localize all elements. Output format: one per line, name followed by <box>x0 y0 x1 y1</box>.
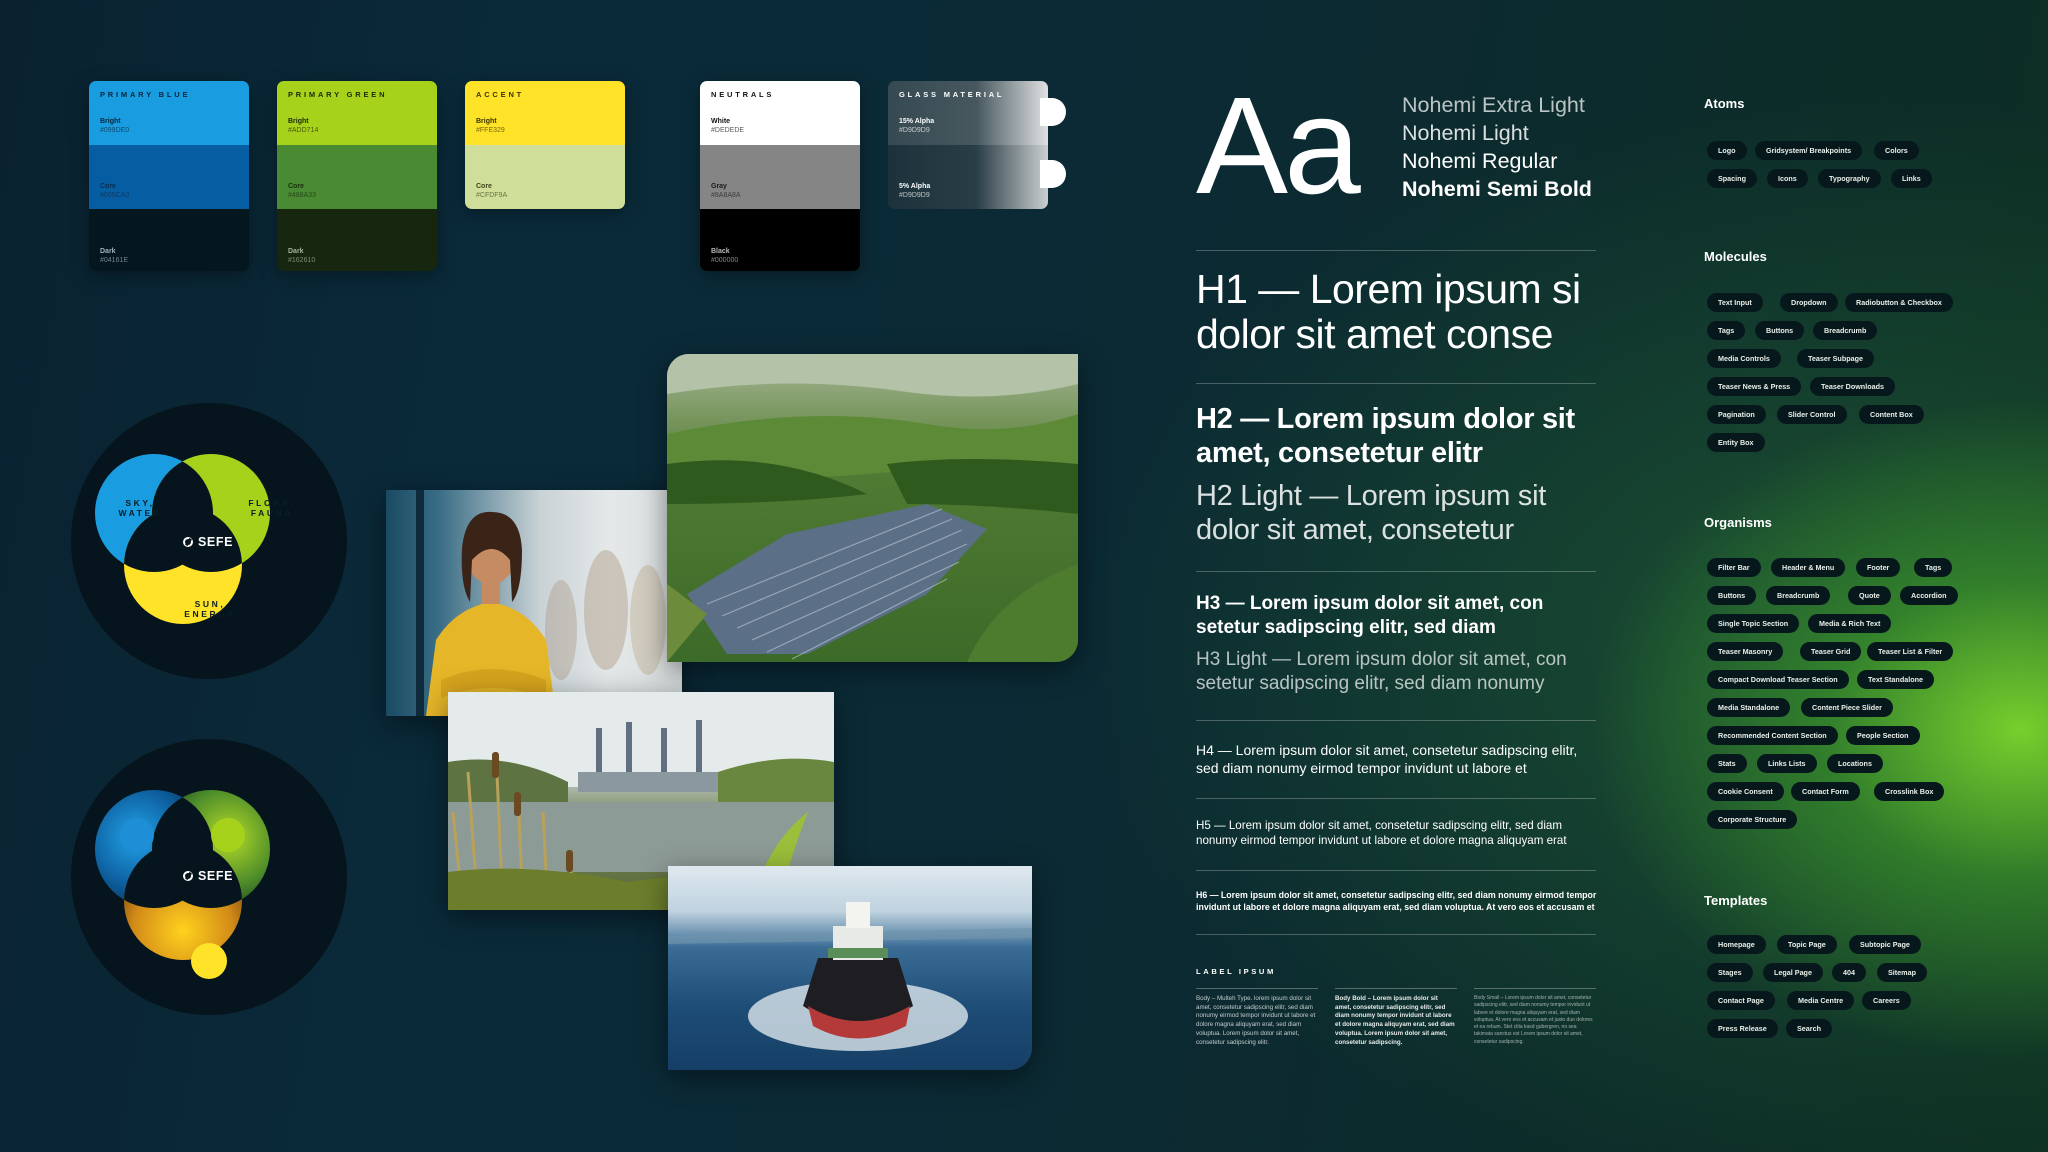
venn-diagram-gradient <box>71 739 347 1015</box>
swatch-hex: #162610 <box>288 257 316 264</box>
swatch-title: PRIMARY BLUE <box>100 90 191 99</box>
tag-organism[interactable]: Teaser List & Filter <box>1867 642 1953 661</box>
tag-atom[interactable]: Links <box>1891 169 1932 188</box>
body-bold-sample: Body Bold – Lorem ipsum dolor sit amet, consetetur sadipscing elitr, sed diam nonumy tempor invidunt ut labore et dolore magna aliquyam erat, sed diam voluptua. Lorem ipsum dolor sit amet, consetetur sadipscing. <box>1335 995 1455 1046</box>
tag-atom[interactable]: Colors <box>1874 141 1919 160</box>
tag-template[interactable]: 404 <box>1832 963 1866 982</box>
glass-edge-highlight <box>1040 98 1066 126</box>
tag-organism[interactable]: Buttons <box>1707 586 1756 605</box>
weight-extra-light: Nohemi Extra Light <box>1402 93 1585 117</box>
swatch-name: Gray <box>711 183 727 190</box>
tag-molecule[interactable]: Teaser News & Press <box>1707 377 1801 396</box>
swatch-name: Core <box>288 183 304 190</box>
tag-organism[interactable]: Filter Bar <box>1707 558 1761 577</box>
heading-h5-sample: H5 — Lorem ipsum dolor sit amet, consetetur sadipscing elitr, sed diam nonumy eirmod tempor invidunt ut labore et dolore magna aliquyam erat <box>1196 819 1567 847</box>
tag-template[interactable]: Media Centre <box>1787 991 1854 1010</box>
heading-h4-sample: H4 — Lorem ipsum dolor sit amet, consetetur sadipscing elitr, sed diam nonumy eirmod tempor invidunt ut labore et <box>1196 742 1578 776</box>
swatch-title: ACCENT <box>476 90 525 99</box>
venn-label-sky-water: SKY, WATER <box>118 498 162 518</box>
tag-molecule[interactable]: Teaser Subpage <box>1797 349 1874 368</box>
photo-solar-field <box>667 354 1078 662</box>
heading-h6-sample: H6 — Lorem ipsum dolor sit amet, consetetur sadipscing elitr, sed diam nonumy eirmod tempor invidunt ut labore et dolore magna aliquyam erat, sed diam voluptua. At vero eos et accusam et <box>1196 890 1597 912</box>
swatch-name: Bright <box>100 118 121 125</box>
heading-h1-sample: H1 — Lorem ipsum si dolor sit amet conse <box>1196 266 1581 357</box>
tag-molecule[interactable]: Breadcrumb <box>1813 321 1877 340</box>
solar-illustration <box>667 354 1078 662</box>
tag-molecule[interactable]: Tags <box>1707 321 1745 340</box>
tag-organism[interactable]: Links Lists <box>1757 754 1817 773</box>
tag-organism[interactable]: Quote <box>1848 586 1891 605</box>
swatch-hex: #488A33 <box>288 192 317 199</box>
tag-organism[interactable]: Media Standalone <box>1707 698 1790 717</box>
sefe-logo-icon <box>183 537 193 547</box>
tag-organism[interactable]: Single Topic Section <box>1707 614 1799 633</box>
swatch-glass-material <box>888 81 1048 209</box>
tag-template[interactable]: Search <box>1786 1019 1832 1038</box>
tag-organism[interactable]: Content Piece Slider <box>1801 698 1893 717</box>
tag-template[interactable]: Careers <box>1862 991 1911 1010</box>
body-divider <box>1196 988 1318 989</box>
divider <box>1196 870 1596 871</box>
heading-h3-sample: H3 — Lorem ipsum dolor sit amet, con setetur sadipscing elitr, sed diam <box>1196 593 1544 638</box>
swatch-title: GLASS MATERIAL <box>899 90 1005 99</box>
tag-organism[interactable]: Accordion <box>1900 586 1958 605</box>
swatch-hex: #ADD714 <box>288 127 319 134</box>
tag-molecule[interactable]: Content Box <box>1859 405 1924 424</box>
organisms-heading: Organisms <box>1704 515 1772 530</box>
tag-organism[interactable]: Stats <box>1707 754 1747 773</box>
tag-template[interactable]: Contact Page <box>1707 991 1775 1010</box>
swatch-hex: #04161E <box>100 257 129 264</box>
tag-molecule[interactable]: Media Controls <box>1707 349 1781 368</box>
tag-organism[interactable]: Contact Form <box>1791 782 1860 801</box>
swatch-hex: #DEDEDE <box>711 127 745 134</box>
swatch-name: Dark <box>100 248 116 255</box>
swatch-name: Bright <box>288 118 309 125</box>
tag-template[interactable]: Sitemap <box>1877 963 1927 982</box>
tag-molecule[interactable]: Text Input <box>1707 293 1763 312</box>
tag-organism[interactable]: Locations <box>1827 754 1883 773</box>
tag-template[interactable]: Stages <box>1707 963 1753 982</box>
tag-template[interactable]: Press Release <box>1707 1019 1778 1038</box>
tag-molecule[interactable]: Radiobutton & Checkbox <box>1845 293 1953 312</box>
swatch-neutrals <box>700 81 860 271</box>
swatch-name: 15% Alpha <box>899 118 935 125</box>
swatch-name: Dark <box>288 248 304 255</box>
swatch-name: Core <box>476 183 492 190</box>
swatch-name: White <box>711 118 731 125</box>
swatch-hex: #099DE0 <box>100 127 130 134</box>
swatch-hex: #005CA0 <box>100 192 130 199</box>
divider <box>1196 934 1596 935</box>
swatch-name: Black <box>711 248 730 255</box>
tag-organism[interactable]: Compact Download Teaser Section <box>1707 670 1849 689</box>
heading-h3-light-sample: H3 Light — Lorem ipsum dolor sit amet, con setetur sadipscing elitr, sed diam nonumy <box>1196 649 1567 694</box>
templates-heading: Templates <box>1704 893 1768 908</box>
swatch-hex: #8A8A8A <box>711 192 741 199</box>
tag-molecule[interactable]: Slider Control <box>1777 405 1847 424</box>
swatch-accent <box>465 81 625 209</box>
swatch-hex: #CFDF9A <box>476 192 508 199</box>
tag-organism[interactable]: Text Standalone <box>1857 670 1934 689</box>
swatch-name: Bright <box>476 118 497 125</box>
tag-organism[interactable]: Media & Rich Text <box>1808 614 1891 633</box>
logo-text: SEFE <box>198 535 234 549</box>
sefe-logo-icon <box>183 871 193 881</box>
divider <box>1196 798 1596 799</box>
swatch-hex: #FFE329 <box>476 127 505 134</box>
tag-organism[interactable]: Cookie Consent <box>1707 782 1784 801</box>
body-divider <box>1474 988 1596 989</box>
swatch-name: Core <box>100 183 116 190</box>
sefe-logo <box>183 535 233 549</box>
tag-template[interactable]: Topic Page <box>1777 935 1837 954</box>
tag-organism[interactable]: Breadcrumb <box>1766 586 1830 605</box>
tag-organism[interactable]: People Section <box>1846 726 1920 745</box>
swatch-title: PRIMARY GREEN <box>288 90 388 99</box>
divider <box>1196 250 1596 251</box>
heading-h2-sample: H2 — Lorem ipsum dolor sit amet, consetetur elitr <box>1196 403 1575 469</box>
tag-atom[interactable]: Gridsystem/ Breakpoints <box>1755 141 1862 160</box>
swatch-hex: #000000 <box>711 257 739 264</box>
weight-regular: Nohemi Regular <box>1402 149 1558 173</box>
glass-edge-highlight <box>1040 160 1066 188</box>
tag-template[interactable]: Subtopic Page <box>1849 935 1921 954</box>
swatch-name: 5% Alpha <box>899 183 931 190</box>
tag-organism[interactable]: Header & Menu <box>1771 558 1845 577</box>
body-divider <box>1335 988 1457 989</box>
swatch-primary-green <box>277 81 437 271</box>
tag-organism[interactable]: Recommended Content Section <box>1707 726 1838 745</box>
tag-atom[interactable]: Logo <box>1707 141 1747 160</box>
typeface-specimen-aa: Aa <box>1196 69 1357 223</box>
tag-organism[interactable]: Tags <box>1914 558 1952 577</box>
body-text-sample: Body – Multeh Type. lorem ipsum dolor sit amet, consetetur sadipscing elitr, sed diam nonumy eirmod tempor invidunt ut labore et dolore magna aliquyam erat, sed diam voluptua. Lorem ipsum dolor sit amet, consetetur sadipscing elitr. <box>1196 995 1316 1046</box>
tag-organism[interactable]: Footer <box>1856 558 1900 577</box>
logo-text: SEFE <box>198 869 234 883</box>
tag-template[interactable]: Legal Page <box>1763 963 1823 982</box>
sefe-logo <box>183 869 233 883</box>
venn-label-flora-fauna: FLORA, FAUNA <box>248 498 296 518</box>
tag-molecule[interactable]: Entity Box <box>1707 433 1765 452</box>
tag-molecule[interactable]: Dropdown <box>1780 293 1838 312</box>
tag-template[interactable]: Homepage <box>1707 935 1766 954</box>
tag-atom[interactable]: Spacing <box>1707 169 1757 188</box>
tag-atom[interactable]: Typography <box>1818 169 1881 188</box>
molecules-heading: Molecules <box>1704 249 1767 264</box>
body-small-sample: Body Small – Lorem ipsum dolor sit amet, consetetur sadipscing elitr, sed diam nonumy tempor invidunt ut labore et dolore magna aliquyam erat, sed diam voluptua. At vero eos et accusam et justo duo dolores et ea rebum. Stet clita kasd gubergren, no sea takimata sanctus est Lorem ipsum dolor sit amet, consetetur sadipscing. <box>1474 995 1593 1045</box>
ship-illustration <box>668 866 1032 1070</box>
tag-molecule[interactable]: Teaser Downloads <box>1810 377 1895 396</box>
divider <box>1196 571 1596 572</box>
tag-organism[interactable]: Crosslink Box <box>1874 782 1944 801</box>
label-sample: LABEL IPSUM <box>1196 967 1276 976</box>
divider <box>1196 383 1596 384</box>
tag-organism[interactable]: Teaser Masonry <box>1707 642 1783 661</box>
weight-light: Nohemi Light <box>1402 121 1529 145</box>
tag-molecule[interactable]: Buttons <box>1755 321 1804 340</box>
woman-illustration <box>386 490 682 716</box>
tag-molecule[interactable]: Pagination <box>1707 405 1766 424</box>
venn-diagram-elements <box>71 403 347 679</box>
photo-woman-office <box>386 490 682 716</box>
venn-label-sun-energy: SUN, ENERGY <box>184 599 236 619</box>
heading-h2-light-sample: H2 Light — Lorem ipsum sit dolor sit amet, consetetur <box>1196 480 1546 546</box>
tag-atom[interactable]: Icons <box>1767 169 1808 188</box>
divider <box>1196 720 1596 721</box>
swatch-hex: #D9D9D9 <box>899 192 930 199</box>
swatch-title: NEUTRALS <box>711 90 775 99</box>
swatch-hex: #D9D9D9 <box>899 127 930 134</box>
tag-organism[interactable]: Teaser Grid <box>1800 642 1861 661</box>
photo-lng-ship <box>668 866 1032 1070</box>
weight-semi-bold: Nohemi Semi Bold <box>1402 177 1592 201</box>
atoms-heading: Atoms <box>1704 96 1745 111</box>
swatch-primary-blue <box>89 81 249 271</box>
tag-organism[interactable]: Corporate Structure <box>1707 810 1797 829</box>
